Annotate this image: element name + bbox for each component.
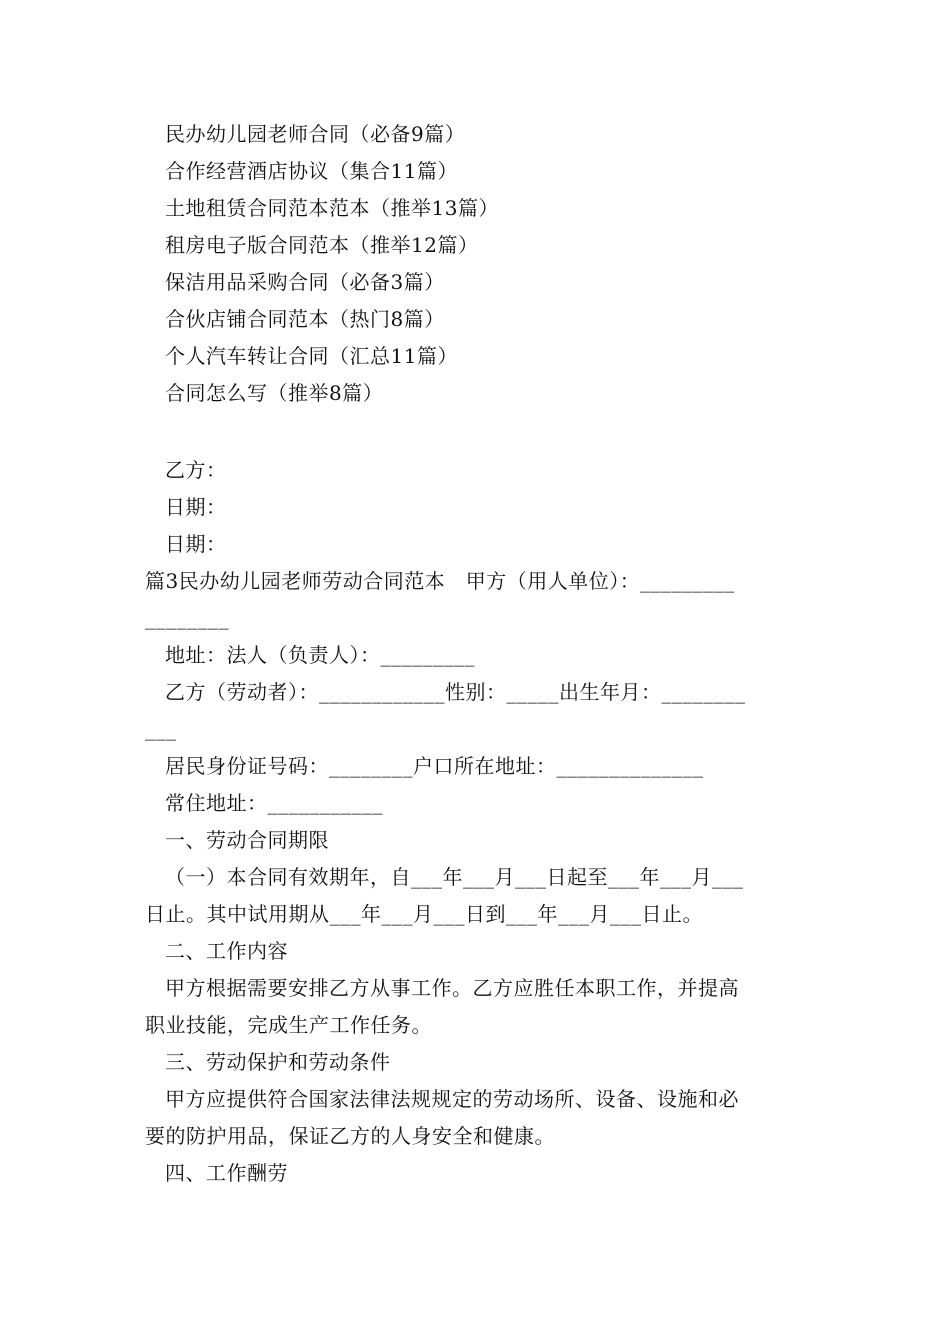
section-title: 一、劳动合同期限 <box>165 828 329 852</box>
section-paragraph: 甲方根据需要安排乙方从事工作。乙方应胜任本职工作，并提高 <box>165 976 739 1000</box>
date-label: 日期： <box>165 495 227 519</box>
section-paragraph: 日止。其中试用期从___年___月___日到___年___月___日止。 <box>145 902 703 926</box>
related-link[interactable]: 民办幼儿园老师合同（必备9篇） <box>165 122 466 146</box>
related-link[interactable]: 保洁用品采购合同（必备3篇） <box>165 270 445 294</box>
party-b-signature-label: 乙方： <box>165 458 227 482</box>
section-paragraph: 要的防护用品，保证乙方的人身安全和健康。 <box>145 1124 555 1148</box>
related-link[interactable]: 土地租赁合同范本范本（推举13篇） <box>165 196 499 220</box>
related-link[interactable]: 个人汽车转让合同（汇总11篇） <box>165 344 458 368</box>
section-title: 二、工作内容 <box>165 939 288 963</box>
section-paragraph: 甲方应提供符合国家法律法规规定的劳动场所、设备、设施和必 <box>165 1087 739 1111</box>
id-number-field: 居民身份证号码：________户口所在地址：______________ <box>165 754 704 778</box>
address-field: 地址：法人（负责人）：_________ <box>165 643 475 667</box>
contract-heading: 篇3民办幼儿园老师劳动合同范本 甲方（用人单位）：_________ <box>145 569 735 593</box>
worker-info-field: 乙方（劳动者）：____________性别：_____出生年月：________ <box>165 680 746 704</box>
date-label: 日期： <box>165 532 227 556</box>
related-link[interactable]: 合伙店铺合同范本（热门8篇） <box>165 307 445 331</box>
contract-heading-wrap: ________ <box>145 606 229 630</box>
related-link[interactable]: 合作经营酒店协议（集合11篇） <box>165 159 458 183</box>
worker-info-wrap: ___ <box>145 717 177 741</box>
section-title: 三、劳动保护和劳动条件 <box>165 1050 391 1074</box>
section-paragraph: 职业技能，完成生产工作任务。 <box>145 1013 432 1037</box>
section-title: 四、工作酬劳 <box>165 1161 288 1185</box>
related-link[interactable]: 合同怎么写（推举8篇） <box>165 381 384 405</box>
section-paragraph: （一）本合同有效期年，自___年___月___日起至___年___月___ <box>165 865 744 889</box>
related-link[interactable]: 租房电子版合同范本（推举12篇） <box>165 233 479 257</box>
residence-field: 常住地址：___________ <box>165 791 383 815</box>
